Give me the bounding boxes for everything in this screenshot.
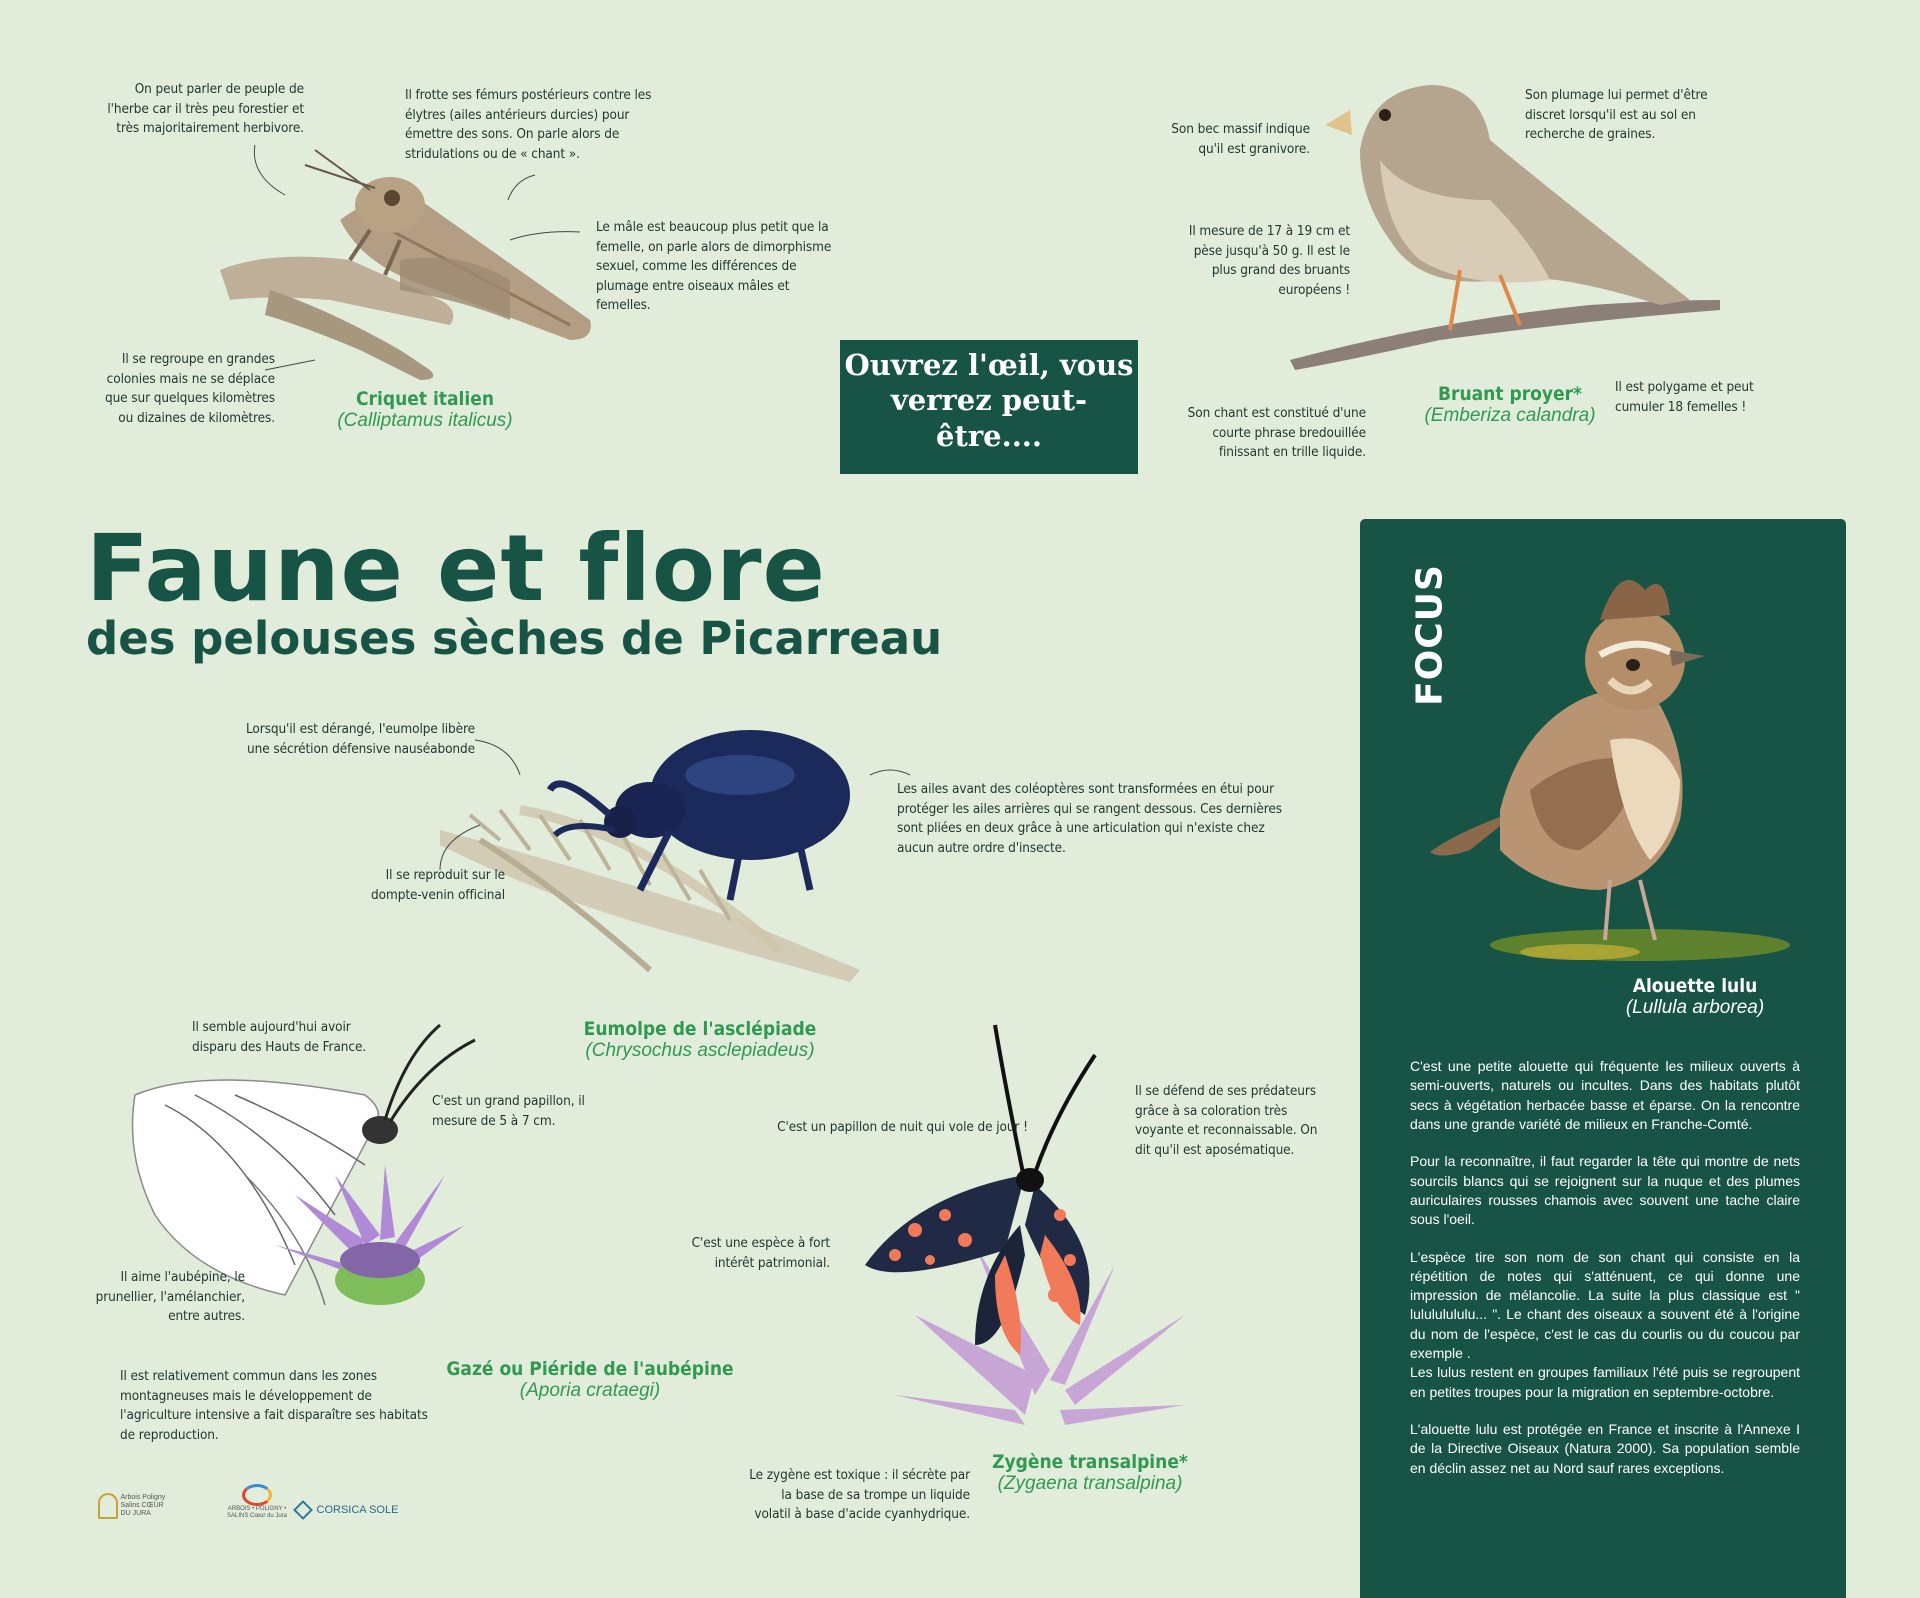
zygene-common-name: Zygène transalpine* xyxy=(992,1451,1188,1473)
gaze-note-2: C'est un grand papillon, il mesure de 5 à 7 cm. xyxy=(432,1093,585,1129)
focus-paragraph: Les lulus restent en groupes familiaux l'été puis se regroupent en petites troupes pour la migration en septembre-octobre. xyxy=(1410,1364,1800,1400)
criquet-latin-name: (Calliptamus italicus) xyxy=(337,410,513,431)
zygene-note-1: C'est un papillon de nuit qui vole de jour ! xyxy=(777,1119,1028,1135)
woodlark-illustration xyxy=(1430,560,1810,980)
gaze-latin-name: (Aporia crataegi) xyxy=(519,1380,661,1401)
gaze-note-4: Il est relativement commun dans les zones montagneuses mais le développement de l'agriculture intensive a fait disparaître ses habitats de reproduction. xyxy=(120,1368,428,1443)
logo-corsica-sole: CORSICA SOLE xyxy=(296,1503,406,1517)
bruant-note-4: Son chant est constitué d'une courte phrase bredouillée finissant en trille liquide. xyxy=(1187,405,1366,461)
criquet-note-3: Le mâle est beaucoup plus petit que la femelle, on parle alors de dimorphisme sexuel, comme les différences de plumage entre oiseaux mâles et femelles. xyxy=(596,219,832,314)
moth-illustration xyxy=(855,1015,1215,1435)
bruant-name xyxy=(1390,383,1630,427)
gaze-name xyxy=(430,1358,750,1402)
zygene-note-4: Le zygène est toxique : il sécrète par la base de sa trompe un liquide volatil à base d'acide cyanhydrique. xyxy=(749,1467,970,1523)
callout-box: Ouvrez l'œil, vous verrez peut-être.... xyxy=(840,340,1138,474)
page-subtitle: des pelouses sèches de Picarreau xyxy=(86,612,943,665)
bruant-note-1: Son bec massif indique qu'il est granivore. xyxy=(1171,121,1310,157)
criquet-note-2: Il frotte ses fémurs postérieurs contre les élytres (ailes antérieurs durcies) pour émettre des sons. On parle alors de stridulations ou de « chant ». xyxy=(405,87,652,162)
focus-label: FOCUS xyxy=(1409,564,1451,706)
logo-coeur-du-jura: Arbois Poligny Salins CŒUR DU JURA xyxy=(98,1493,178,1519)
bruant-latin-name: (Emberiza calandra) xyxy=(1424,405,1596,426)
gaze-note-1: Il semble aujourd'hui avoir disparu des Hauts de France. xyxy=(192,1019,367,1055)
focus-paragraph: L'espèce tire son nom de son chant qui consiste en la répétition de notes qui s'atténuent, ce qui donne une impression de mélancolie. La suite la plus classique est " lulululululu... ". Le chant des oiseaux a souvent été à l'origine du nom de l'espèce, c'est le cas du courlis ou du coucou par exemple . xyxy=(1410,1248,1800,1362)
focus-latin-name: (Lullula arborea) xyxy=(1625,997,1765,1018)
focus-text xyxy=(1410,1057,1800,1496)
logo-arbois-poligny-salins: ARBOIS • POLIGNY • SALINS Cœur du Jura xyxy=(222,1484,292,1520)
focus-paragraph: Pour la reconnaître, il faut regarder la tête qui montre de nets sourcils blancs qui se rejoignent sur la nuque et des plumes auriculaires rousses chamois avec souvent une tache claire sous l'oeil. xyxy=(1410,1153,1800,1228)
bruant-note-2: Son plumage lui permet d'être discret lorsqu'il est au sol en recherche de graines. xyxy=(1525,87,1708,143)
focus-species-name xyxy=(1560,975,1830,1019)
zygene-latin-name: (Zygaena transalpina) xyxy=(997,1473,1183,1494)
gaze-note-3: Il aime l'aubépine, le prunellier, l'amélanchier, entre autres. xyxy=(95,1269,245,1325)
bruant-note-3: Il mesure de 17 à 19 cm et pèse jusqu'à 50 g. Il est le plus grand des bruants européens ! xyxy=(1188,223,1350,298)
criquet-common-name: Criquet italien xyxy=(356,388,494,410)
criquet-note-1: On peut parler de peuple de l'herbe car il très peu forestier et très majoritairement herbivore. xyxy=(107,81,304,137)
focus-common-name: Alouette lulu xyxy=(1632,975,1758,997)
eumolpe-common-name: Eumolpe de l'asclépiade xyxy=(583,1018,817,1040)
eumolpe-arrows xyxy=(0,0,1000,1000)
bruant-note-5: Il est polygame et peut cumuler 18 femelles ! xyxy=(1615,379,1754,415)
gaze-common-name: Gazé ou Piéride de l'aubépine xyxy=(446,1358,734,1380)
page-title: Faune et flore xyxy=(86,515,826,622)
eumolpe-name xyxy=(540,1018,860,1062)
eumolpe-latin-name: (Chrysochus asclepiadeus) xyxy=(585,1040,815,1061)
focus-paragraph: C'est une petite alouette qui fréquente les milieux ouverts à semi-ouverts, naturels ou incultes. Dans des habitats plutôt secs à végétation herbacée basse et éparse. On la rencontre dans une grande variété de milieux en Franche-Comté. xyxy=(1410,1058,1800,1132)
zygene-note-3: C'est une espèce à fort intérêt patrimonial. xyxy=(691,1235,830,1271)
bruant-common-name: Bruant proyer* xyxy=(1438,383,1582,405)
eumolpe-note-1: Lorsqu'il est dérangé, l'eumolpe libère une sécrétion défensive nauséabonde xyxy=(245,721,475,757)
eumolpe-note-3: Il se reproduit sur le dompte-venin officinal xyxy=(371,867,505,903)
zygene-note-2: Il se défend de ses prédateurs grâce à sa coloration très voyante et reconnaissable. On dit qu'il est aposématique. xyxy=(1135,1083,1318,1158)
eumolpe-note-2: Les ailes avant des coléoptères sont transformées en étui pour protéger les ailes arrières qui se rangent dessous. Ces dernières sont pliées en deux grâce à une articulation qui n'existe chez aucun autre ordre d'insecte. xyxy=(897,781,1282,856)
focus-paragraph: L'alouette lulu est protégée en France et inscrite à l'Annexe I de la Directive Oiseaux (Natura 2000). Sa population semble en déclin assez net au Nord sauf rares exceptions. xyxy=(1410,1421,1800,1476)
zygene-name xyxy=(960,1451,1220,1495)
criquet-note-4: Il se regroupe en grandes colonies mais ne se déplace que sur quelques kilomètres ou dizaines de kilomètres. xyxy=(104,351,275,426)
